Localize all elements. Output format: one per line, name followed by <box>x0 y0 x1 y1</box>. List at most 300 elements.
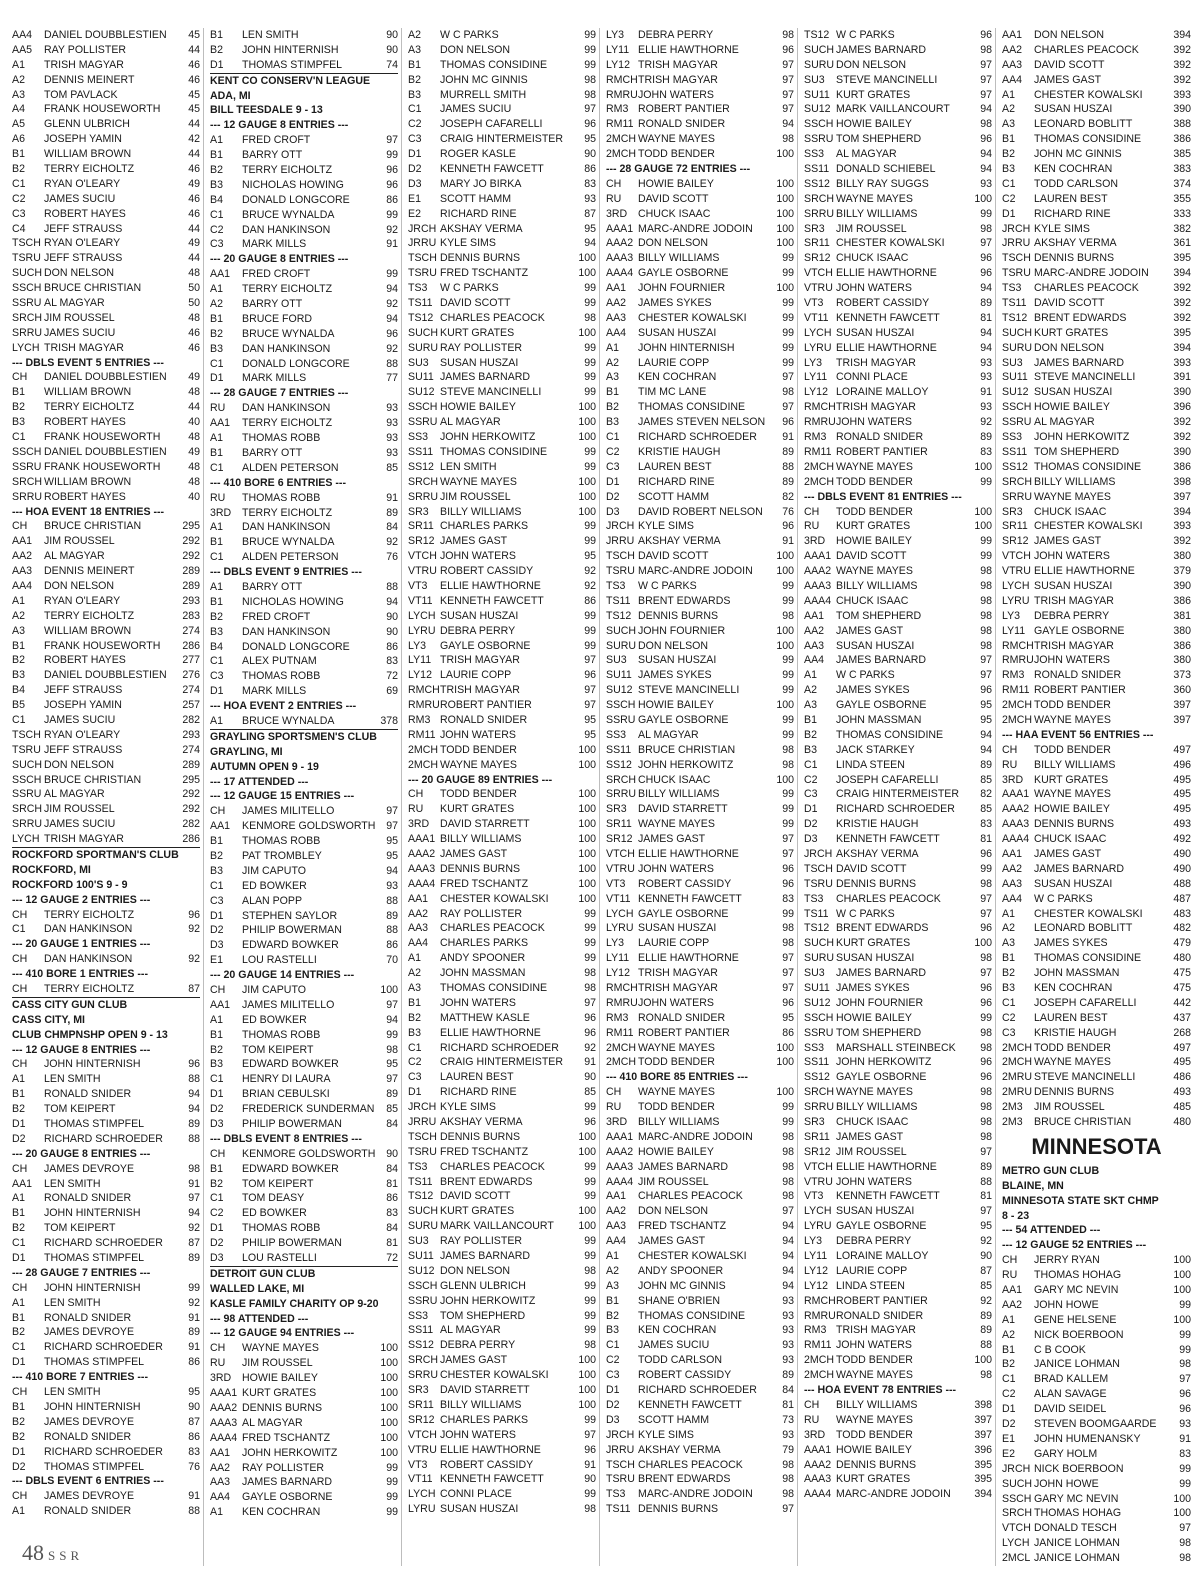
class-code: AA1 <box>210 1446 231 1459</box>
class-code: CH <box>12 1490 28 1503</box>
class-code: B3 <box>408 1026 421 1039</box>
class-code: SU12 <box>606 684 633 697</box>
result-row <box>804 102 992 117</box>
class-code: TSRU <box>1002 267 1031 280</box>
class-code: RM11 <box>804 445 832 458</box>
result-row <box>408 341 596 356</box>
score: 98 <box>980 222 992 235</box>
result-row <box>804 936 992 951</box>
result-row <box>606 311 794 326</box>
result-row <box>1002 1298 1191 1313</box>
shooter-name: ROBERT CASSIDY <box>836 297 930 310</box>
score: 100 <box>578 1398 596 1411</box>
score: 99 <box>584 297 596 310</box>
shooter-name: JOSEPH CAFARELLI <box>1034 996 1137 1009</box>
shooter-name: JOHN MC GINNIS <box>1034 148 1122 161</box>
shooter-name: PHILIP BOWERMAN <box>242 1118 342 1131</box>
score: 83 <box>584 177 596 190</box>
result-row <box>1002 653 1191 668</box>
score: 98 <box>980 624 992 637</box>
result-row <box>408 88 596 103</box>
result-row <box>210 163 398 178</box>
score: 100 <box>380 1446 398 1459</box>
shooter-name: JAMES GAST <box>1034 535 1102 548</box>
class-code: SU12 <box>804 103 831 116</box>
result-row <box>804 921 992 936</box>
score: 97 <box>782 952 794 965</box>
shooter-name: DON NELSON <box>44 758 115 771</box>
score: 98 <box>980 1369 992 1382</box>
score: 276 <box>182 669 200 682</box>
result-row <box>408 1458 596 1473</box>
shooter-name: LEN SMITH <box>44 1073 101 1086</box>
score: 100 <box>776 192 794 205</box>
result-row <box>606 594 794 609</box>
shooter-name: BILLY WILLIAMS <box>1034 758 1116 771</box>
result-row <box>210 506 398 521</box>
class-code: C2 <box>12 192 26 205</box>
result-row <box>12 1236 200 1251</box>
score: 393 <box>1173 520 1191 533</box>
score: 96 <box>584 1116 596 1129</box>
class-code: LYCH <box>408 1488 436 1501</box>
score: 93 <box>386 417 398 430</box>
result-row <box>12 683 200 698</box>
result-row <box>210 1475 398 1490</box>
event-header: CLUB CHMPNSHP OPEN 9 - 13 <box>12 1028 168 1041</box>
class-code: C2 <box>1002 192 1016 205</box>
score: 94 <box>782 1250 794 1263</box>
result-row <box>408 1398 596 1413</box>
shooter-name: JOHN MC GINNIS <box>638 1279 726 1292</box>
class-code: SRRU <box>408 490 439 503</box>
shooter-name: JAMES GAST <box>836 1130 904 1143</box>
result-row <box>606 117 794 132</box>
result-row <box>804 117 992 132</box>
result-row <box>408 281 596 296</box>
class-code: D2 <box>606 490 620 503</box>
result-row <box>12 1400 200 1415</box>
result-row <box>408 609 596 624</box>
shooter-name: BARRY OTT <box>242 580 303 593</box>
class-code: C2 <box>1002 1011 1016 1024</box>
score: 94 <box>584 237 596 250</box>
event-header: ADA, MI <box>210 89 251 102</box>
score: 88 <box>188 1132 200 1145</box>
score: 99 <box>584 1250 596 1263</box>
score: 94 <box>386 283 398 296</box>
score: 100 <box>578 758 596 771</box>
shooter-name: TOM SHEPHERD <box>836 133 922 146</box>
class-code: C2 <box>210 1207 224 1220</box>
score: 89 <box>980 297 992 310</box>
class-code: SUCH <box>1002 1477 1033 1490</box>
score: 100 <box>776 282 794 295</box>
shooter-name: JIM ROUSSEL <box>44 535 115 548</box>
shooter-name: TODD BENDER <box>638 148 715 161</box>
result-row <box>1002 981 1191 996</box>
shooter-name: JOHN WATERS <box>440 1428 516 1441</box>
score: 99 <box>980 862 992 875</box>
shooter-name: TERRY EICHOLTZ <box>242 417 333 430</box>
shooter-name: WAYNE MAYES <box>440 758 517 771</box>
class-code: SS12 <box>804 1071 830 1084</box>
score: 94 <box>980 282 992 295</box>
score: 93 <box>584 192 596 205</box>
score: 390 <box>1173 103 1191 116</box>
shooter-name: KURT GRATES <box>1034 326 1109 339</box>
shooter-name: FRED CROFT <box>242 134 311 147</box>
score: 475 <box>1173 967 1191 980</box>
shooter-name: MARY JO BIRKA <box>440 177 522 190</box>
event-header: --- 12 GAUGE 8 ENTRIES --- <box>210 119 349 132</box>
class-code: A1 <box>12 1192 25 1205</box>
shooter-name: JOHN HINTERNISH <box>44 1207 141 1220</box>
class-code: AA4 <box>1002 73 1023 86</box>
result-row <box>1002 1328 1191 1343</box>
class-code: JRCH <box>1002 222 1031 235</box>
result-row <box>408 579 596 594</box>
score: 100 <box>578 490 596 503</box>
result-row <box>408 102 596 117</box>
score: 100 <box>380 1416 398 1429</box>
result-row <box>408 475 596 490</box>
score: 397 <box>974 1413 992 1426</box>
class-code: TSCH <box>408 252 437 265</box>
score: 99 <box>1179 1298 1191 1311</box>
class-code: C1 <box>12 923 26 936</box>
score: 97 <box>1179 1373 1191 1386</box>
result-row <box>408 951 596 966</box>
class-code: D3 <box>210 939 224 952</box>
result-row <box>606 460 794 475</box>
result-row <box>408 207 596 222</box>
result-row <box>804 1294 992 1309</box>
class-code: LYRU <box>408 1503 436 1516</box>
shooter-name: CRAIG HINTERMEISTER <box>440 1056 564 1069</box>
class-code: D1 <box>12 1356 26 1369</box>
score: 295 <box>182 773 200 786</box>
result-row <box>210 267 398 282</box>
score: 99 <box>782 311 794 324</box>
score: 93 <box>386 446 398 459</box>
score: 97 <box>782 73 794 86</box>
result-row <box>408 892 596 907</box>
result-row <box>606 802 794 817</box>
score: 482 <box>1173 922 1191 935</box>
shooter-name: HOWIE BAILEY <box>1034 401 1110 414</box>
shooter-name: RICHARD SCHROEDER <box>638 1384 757 1397</box>
score: 85 <box>980 773 992 786</box>
score: 94 <box>386 312 398 325</box>
shooter-name: TERRY EICHOLTZ <box>44 908 135 921</box>
result-row <box>408 1413 596 1428</box>
class-code: 3RD <box>408 818 430 831</box>
class-code: SU3 <box>804 967 825 980</box>
shooter-name: BILLY WILLIAMS <box>836 1398 918 1411</box>
result-row <box>408 1309 596 1324</box>
class-code: C3 <box>606 460 620 473</box>
score: 99 <box>782 907 794 920</box>
class-code: E1 <box>408 192 421 205</box>
class-code: AA2 <box>12 550 33 563</box>
class-code: JRRU <box>606 535 635 548</box>
result-row <box>606 1085 794 1100</box>
shooter-name: W C PARKS <box>1034 892 1093 905</box>
score: 83 <box>980 445 992 458</box>
score: 97 <box>782 401 794 414</box>
result-row <box>1002 102 1191 117</box>
shooter-name: W C PARKS <box>440 282 499 295</box>
score: 99 <box>1179 1343 1191 1356</box>
result-row <box>210 327 398 342</box>
score: 83 <box>980 818 992 831</box>
result-row <box>804 728 992 743</box>
shooter-name: TOM KEIPERT <box>242 1177 314 1190</box>
class-code: RM11 <box>804 1339 832 1352</box>
score: 96 <box>980 267 992 280</box>
shooter-name: JAMES DEVROYE <box>44 1415 135 1428</box>
shooter-name: DAN HANKINSON <box>242 402 331 415</box>
score: 46 <box>188 341 200 354</box>
shooter-name: JOHN WATERS <box>1034 654 1110 667</box>
result-row <box>1002 921 1191 936</box>
class-code: A2 <box>12 73 25 86</box>
class-code: AA1 <box>210 820 231 833</box>
shooter-name: THOMAS ROBB <box>242 670 321 683</box>
class-code: C1 <box>210 879 224 892</box>
score: 99 <box>584 371 596 384</box>
result-row <box>1002 1521 1191 1536</box>
shooter-name: JEFF STRAUSS <box>44 684 123 697</box>
result-row <box>606 668 794 683</box>
result-row <box>12 1325 200 1340</box>
club-name: GRAYLING SPORTSMEN'S CLUB <box>210 729 398 745</box>
result-row <box>606 1055 794 1070</box>
shooter-name: GARY HOLM <box>1034 1447 1098 1460</box>
class-code: JRRU <box>408 1116 437 1129</box>
score: 90 <box>386 43 398 56</box>
score: 100 <box>578 1384 596 1397</box>
shooter-name: LORAINE MALLOY <box>836 386 929 399</box>
class-code: TS3 <box>606 1488 626 1501</box>
score: 98 <box>782 1175 794 1188</box>
shooter-name: KURT GRATES <box>440 1205 515 1218</box>
shooter-name: FRANK HOUSEWORTH <box>44 431 161 444</box>
class-code: RMRU <box>804 416 836 429</box>
result-row <box>606 907 794 922</box>
score: 100 <box>578 1130 596 1143</box>
class-code: SR11 <box>1002 520 1028 533</box>
result-row <box>804 445 992 460</box>
shooter-name: BILLY WILLIAMS <box>836 207 918 220</box>
result-row <box>408 177 596 192</box>
score: 100 <box>578 401 596 414</box>
shooter-name: JIM CAPUTO <box>242 864 306 877</box>
result-row <box>1002 579 1191 594</box>
class-code: B1 <box>210 446 223 459</box>
shooter-name: KENMORE GOLDSWORTH <box>242 1147 376 1160</box>
score: 393 <box>1173 356 1191 369</box>
score: 97 <box>584 996 596 1009</box>
shooter-name: WAYNE MAYES <box>1034 490 1111 503</box>
result-row <box>12 817 200 832</box>
score: 395 <box>974 1458 992 1471</box>
shooter-name: TOM KEIPERT <box>44 1222 116 1235</box>
class-code: B2 <box>12 654 25 667</box>
score: 44 <box>188 252 200 265</box>
shooter-name: GAYLE OSBORNE <box>242 1491 333 1504</box>
class-code: SU11 <box>408 1250 434 1263</box>
event-header: AUTUMN OPEN 9 - 19 <box>210 760 319 773</box>
result-row <box>408 847 596 862</box>
result-row <box>1002 1417 1191 1432</box>
shooter-name: DENNIS BURNS <box>836 877 917 890</box>
score: 81 <box>386 1237 398 1250</box>
score: 96 <box>782 520 794 533</box>
score: 96 <box>188 908 200 921</box>
result-row <box>606 1011 794 1026</box>
class-code: A1 <box>1002 88 1015 101</box>
result-row <box>804 505 992 520</box>
class-code: VT11 <box>408 594 433 607</box>
shooter-name: LINDA STEEN <box>836 1279 905 1292</box>
class-code: LYRU <box>606 922 634 935</box>
class-code: SR11 <box>606 818 632 831</box>
result-row <box>606 1234 794 1249</box>
class-code: AA2 <box>1002 1298 1023 1311</box>
class-code: A6 <box>12 133 25 146</box>
score: 77 <box>386 372 398 385</box>
result-row <box>1002 415 1191 430</box>
score: 91 <box>188 1311 200 1324</box>
score: 99 <box>782 341 794 354</box>
score: 96 <box>980 252 992 265</box>
shooter-name: BILLY WILLIAMS <box>836 579 918 592</box>
class-code: AA2 <box>1002 862 1023 875</box>
shooter-name: JAMES BARNARD <box>242 1476 333 1489</box>
result-row <box>804 564 992 579</box>
result-row <box>804 281 992 296</box>
result-row <box>1002 1115 1191 1130</box>
shooter-name: DAVID SCOTT <box>440 297 511 310</box>
result-row <box>606 1428 794 1443</box>
class-code: C1 <box>12 177 26 190</box>
score: 360 <box>1173 684 1191 697</box>
score: 386 <box>1173 460 1191 473</box>
class-code: B1 <box>12 639 25 652</box>
shooter-name: RONALD SNIDER <box>836 1309 924 1322</box>
shooter-name: THOMAS HOHAG <box>1034 1269 1122 1282</box>
class-code: SRRU <box>12 326 43 339</box>
class-code: C2 <box>210 223 224 236</box>
shooter-name: LEN SMITH <box>440 460 497 473</box>
result-row <box>12 787 200 802</box>
score: 99 <box>782 252 794 265</box>
result-row <box>606 743 794 758</box>
class-code: C1 <box>408 1041 422 1054</box>
result-row <box>1002 326 1191 341</box>
score: 48 <box>188 386 200 399</box>
class-code: RMRU <box>408 699 440 712</box>
shooter-name: JOHN HINTERNISH <box>638 341 735 354</box>
score: 100 <box>1173 1254 1191 1267</box>
shooter-name: KYLE SIMS <box>440 237 496 250</box>
shooter-name: RONALD SNIDER <box>44 1505 132 1518</box>
class-code: AAA2 <box>804 565 832 578</box>
shooter-name: KEN COCHRAN <box>638 1324 717 1337</box>
shooter-name: CHARLES PEACOCK <box>1034 43 1139 56</box>
score: 98 <box>980 1086 992 1099</box>
score: 100 <box>776 207 794 220</box>
shooter-name: THOMAS STIMPFEL <box>44 1118 145 1131</box>
event-header: --- HOA EVENT 2 ENTRIES --- <box>210 700 357 713</box>
shooter-name: DON NELSON <box>44 579 115 592</box>
score: 100 <box>380 1357 398 1370</box>
result-row <box>606 177 794 192</box>
score: 99 <box>782 818 794 831</box>
class-code: C4 <box>12 222 26 235</box>
shooter-name: WAYNE MAYES <box>1034 788 1111 801</box>
shooter-name: BILLY WILLIAMS <box>440 1398 522 1411</box>
shooter-name: JOSEPH YAMIN <box>44 133 122 146</box>
result-row <box>804 668 992 683</box>
shooter-name: DAVID STARRETT <box>638 803 728 816</box>
shooter-name: CHARLES PEACOCK <box>638 1190 743 1203</box>
shooter-name: JOHN FOURNIER <box>638 282 726 295</box>
result-row <box>210 1505 398 1520</box>
score: 100 <box>578 416 596 429</box>
shooter-name: JANICE LOHMAN <box>1034 1358 1120 1371</box>
shooter-name: BARRY OTT <box>242 149 303 162</box>
result-row <box>210 923 398 938</box>
class-code: B1 <box>1002 133 1015 146</box>
shooter-name: LAUREN BEST <box>1034 1011 1108 1024</box>
shooter-name: KURT GRATES <box>836 937 911 950</box>
result-row <box>12 1072 200 1087</box>
result-row <box>210 1341 398 1356</box>
shooter-name: WAYNE MAYES <box>836 565 913 578</box>
class-code: A3 <box>12 624 25 637</box>
score: 277 <box>182 654 200 667</box>
class-code: D1 <box>606 1384 620 1397</box>
score: 392 <box>1173 73 1191 86</box>
class-code: JRCH <box>408 1101 437 1114</box>
class-code: D2 <box>606 1398 620 1411</box>
shooter-name: JAMES GAST <box>440 847 508 860</box>
score: 100 <box>776 773 794 786</box>
shooter-name: JOHN WATERS <box>440 550 516 563</box>
class-code: AAA3 <box>606 1160 634 1173</box>
class-code: 2MCH <box>1002 1056 1033 1069</box>
class-code: RM3 <box>606 103 629 116</box>
result-row <box>804 653 992 668</box>
class-code: A3 <box>1002 118 1015 131</box>
score: 96 <box>1179 1388 1191 1401</box>
class-code: LY11 <box>408 654 432 667</box>
shooter-name: TRISH MAGYAR <box>44 58 124 71</box>
shooter-name: ROBERT PANTIER <box>638 103 730 116</box>
result-row <box>1002 1343 1191 1358</box>
score: 98 <box>980 639 992 652</box>
class-code: C3 <box>210 238 224 251</box>
result-row <box>606 296 794 311</box>
class-code: RU <box>804 1413 820 1426</box>
result-row <box>408 1487 596 1502</box>
shooter-name: ELLIE HAWTHORNE <box>440 579 541 592</box>
score: 91 <box>1179 1432 1191 1445</box>
class-code: C3 <box>210 670 224 683</box>
